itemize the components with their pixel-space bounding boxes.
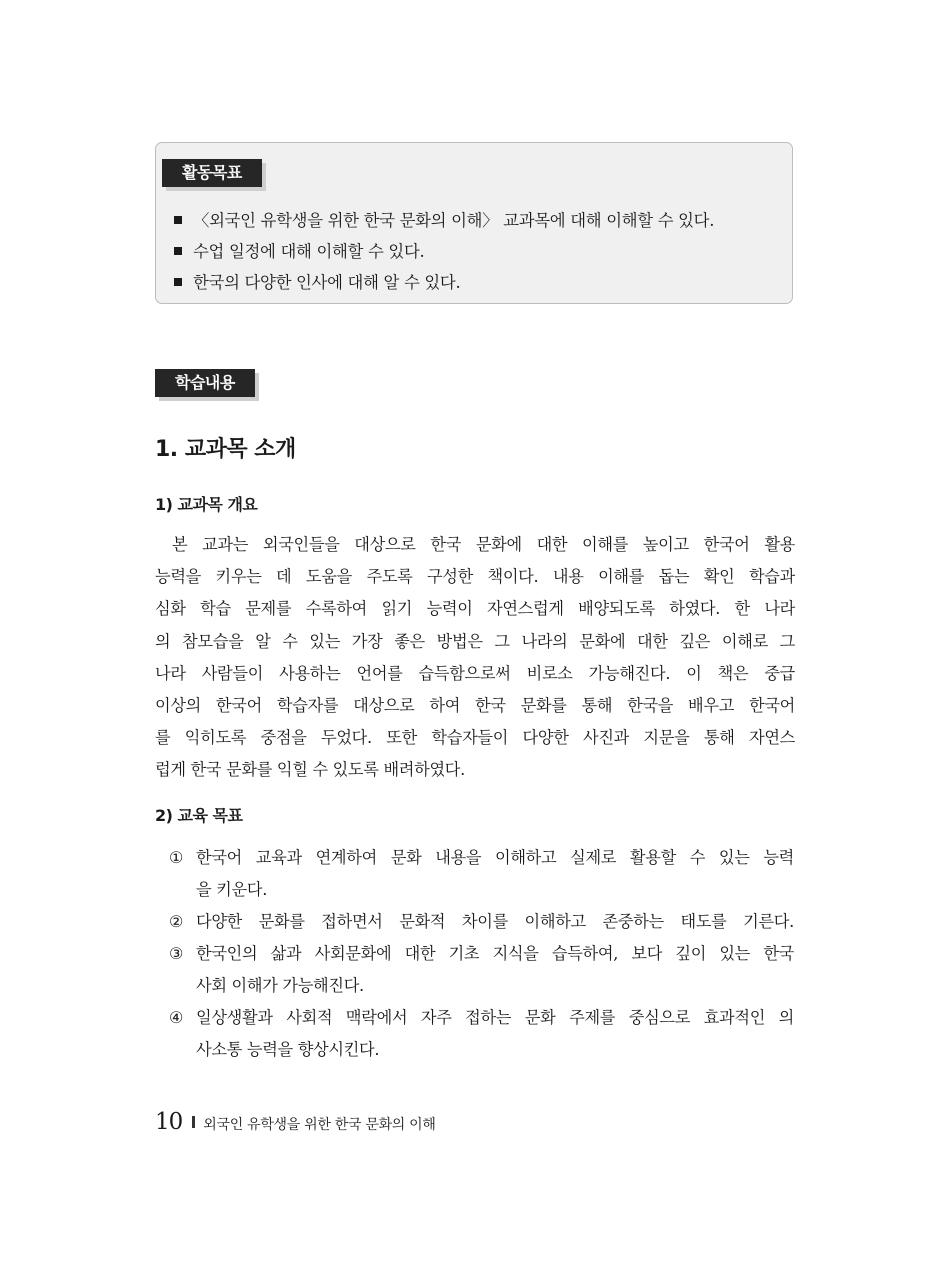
square-bullet-icon (174, 247, 182, 255)
activity-goal-item: 〈외국인 유학생을 위한 한국 문화의 이해〉 교과목에 대해 이해할 수 있다. (174, 205, 786, 236)
activity-goal-item: 수업 일정에 대해 이해할 수 있다. (174, 236, 786, 267)
activity-goals-box (155, 142, 793, 304)
paragraph-line: 럽게 한국 문화를 익힐 수 있도록 배려하였다. (155, 760, 465, 780)
education-goal-item (169, 842, 794, 906)
activity-goals-label: 활동목표 (162, 159, 262, 187)
paragraph-line: 이상의 한국어 학습자를 대상으로 하여 한국 문화를 통해 한국을 배우고 한국어 (155, 695, 795, 715)
goal-number: ④ (169, 1008, 184, 1027)
paragraph-line: 심화 학습 문제를 수록하여 읽기 능력이 자연스럽게 배양되도록 하였다. 한 나라 (155, 599, 795, 619)
goal-line: 다양한 문화를 접하면서 문화적 차이를 이해하고 존중하는 태도를 기른다. (196, 912, 794, 931)
paragraph-line: 본 교과는 외국인들을 대상으로 한국 문화에 대한 이해를 높이고 한국어 활용 (172, 535, 795, 554)
square-bullet-icon (174, 278, 182, 286)
education-goal-item (169, 906, 794, 938)
footer-divider (192, 1116, 195, 1128)
footer-book-title: 외국인 유학생을 위한 한국 문화의 이해 (203, 1117, 436, 1133)
paragraph-line: 를 익히도록 중점을 두었다. 또한 학습자들이 다양한 사진과 지문을 통해 자연스 (155, 728, 795, 748)
square-bullet-icon (174, 216, 182, 224)
paragraph-line: 능력을 키우는 데 도움을 주도록 구성한 책이다. 내용 이해를 돕는 확인 학습과 (155, 567, 795, 587)
goal-line: 일상생활과 사회적 맥락에서 자주 접하는 문화 주제를 중심으로 효과적인 의 (196, 1008, 794, 1027)
goal-line: 한국인의 삶과 사회문화에 대한 기초 지식을 습득하여, 보다 깊이 있는 한국 (196, 944, 794, 963)
overview-heading: 1) 교과목 개요 (155, 495, 258, 514)
page-number: 10 (155, 1109, 183, 1135)
goal-line: 한국어 교육과 연계하여 문화 내용을 이해하고 실제로 활용할 수 있는 능력 (196, 848, 794, 867)
goal-number: ① (169, 848, 184, 867)
activity-goal-item: 한국의 다양한 인사에 대해 알 수 있다. (174, 267, 786, 298)
goal-line: 사회 이해가 가능해진다. (196, 976, 364, 995)
education-goals-list (169, 842, 794, 1066)
paragraph-line: 나라 사람들이 사용하는 언어를 습득함으로써 비로소 가능해진다. 이 책은 중급 (155, 663, 795, 683)
paragraph-line: 의 참모습을 알 수 있는 가장 좋은 방법은 그 나라의 문화에 대한 깊은 이해로 그 (155, 631, 795, 651)
section-title: 1. 교과목 소개 (155, 437, 296, 462)
page-footer (155, 1109, 436, 1135)
activity-goals-list (174, 205, 786, 298)
goal-number: ② (169, 912, 184, 931)
education-goal-item (169, 1002, 794, 1066)
overview-paragraph (155, 529, 795, 787)
goal-line: 사소통 능력을 향상시킨다. (196, 1040, 380, 1059)
education-goal-item (169, 938, 794, 1002)
goal-number: ③ (169, 944, 184, 963)
education-goals-heading: 2) 교육 목표 (155, 806, 243, 825)
goal-line: 을 키운다. (196, 880, 268, 899)
learning-content-label: 학습내용 (155, 369, 255, 397)
